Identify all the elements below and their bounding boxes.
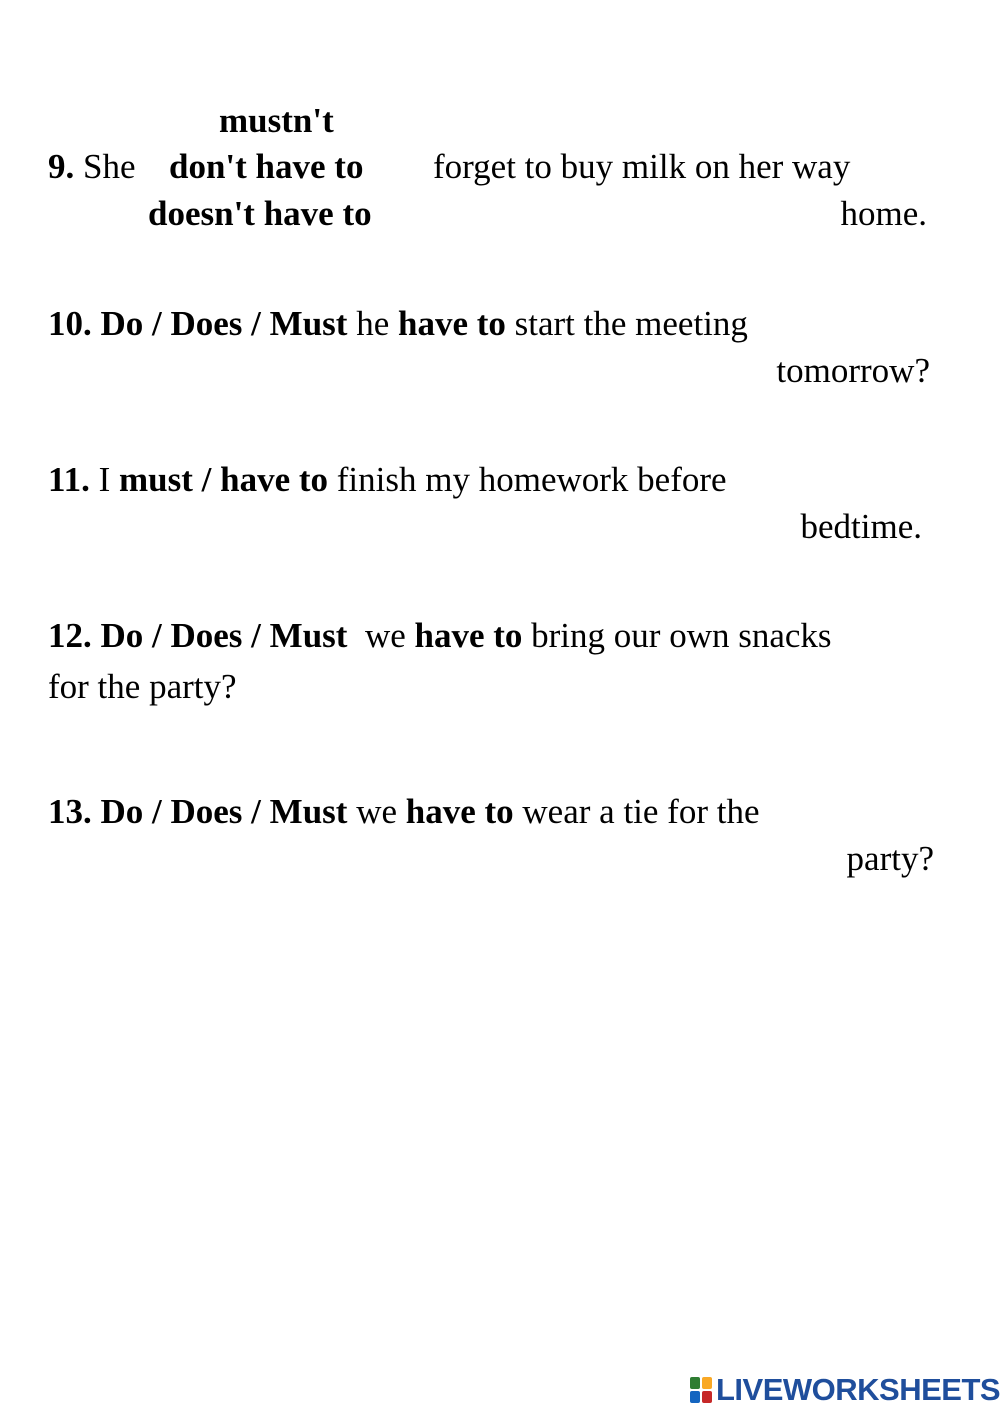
q10-line-1 — [48, 304, 748, 344]
q12-rest: bring our own snacks — [531, 616, 832, 655]
q11-number: 11. — [48, 460, 90, 499]
logo-square-yellow — [702, 1377, 712, 1389]
q10-number: 10. — [48, 304, 92, 343]
q11-subject: I — [98, 460, 111, 499]
q12-subject: we — [364, 616, 406, 655]
q12-line-1 — [48, 616, 832, 656]
liveworksheets-grid-icon — [690, 1377, 712, 1403]
q11-rest-end: bedtime. — [800, 507, 922, 546]
q12-rest-end: for the party? — [48, 667, 237, 706]
q9-line-1 — [48, 147, 136, 187]
q11-line-1 — [48, 460, 727, 500]
q11-options[interactable]: must / have to — [118, 460, 329, 499]
q9-option-dont-have-to[interactable]: don't have to — [169, 147, 364, 186]
q10-rest: start the meeting — [514, 304, 748, 343]
q9-option-doesnt-have-to[interactable]: doesn't have to — [148, 194, 372, 233]
q12-number: 12. — [48, 616, 92, 655]
q10-options[interactable]: Do / Does / Must — [100, 304, 348, 343]
q12-verb: have to — [414, 616, 523, 655]
q12-options[interactable]: Do / Does / Must — [100, 616, 348, 655]
q11-rest: finish my homework before — [336, 460, 727, 499]
q13-options[interactable]: Do / Does / Must — [100, 792, 348, 831]
q9-rest: forget to buy milk on her way — [433, 147, 851, 186]
q10-subject: he — [356, 304, 390, 343]
logo-square-green — [690, 1377, 700, 1389]
liveworksheets-logo — [690, 1373, 1000, 1407]
logo-square-red — [702, 1391, 712, 1403]
logo-square-blue — [690, 1391, 700, 1403]
q9-number: 9. — [48, 147, 75, 186]
q10-verb: have to — [397, 304, 506, 343]
logo-text: LIVEWORKSHEETS — [716, 1372, 1000, 1407]
q13-verb: have to — [405, 792, 514, 831]
q9-option-mustnt[interactable]: mustn't — [219, 101, 334, 140]
q13-number: 13. — [48, 792, 92, 831]
q9-subject: She — [83, 147, 136, 186]
q13-rest-end: party? — [846, 839, 934, 878]
q13-line-1 — [48, 792, 760, 832]
q13-subject: we — [356, 792, 397, 831]
q9-rest-end: home. — [840, 194, 927, 233]
q13-rest: wear a tie for the — [522, 792, 760, 831]
q10-rest-end: tomorrow? — [776, 351, 930, 390]
